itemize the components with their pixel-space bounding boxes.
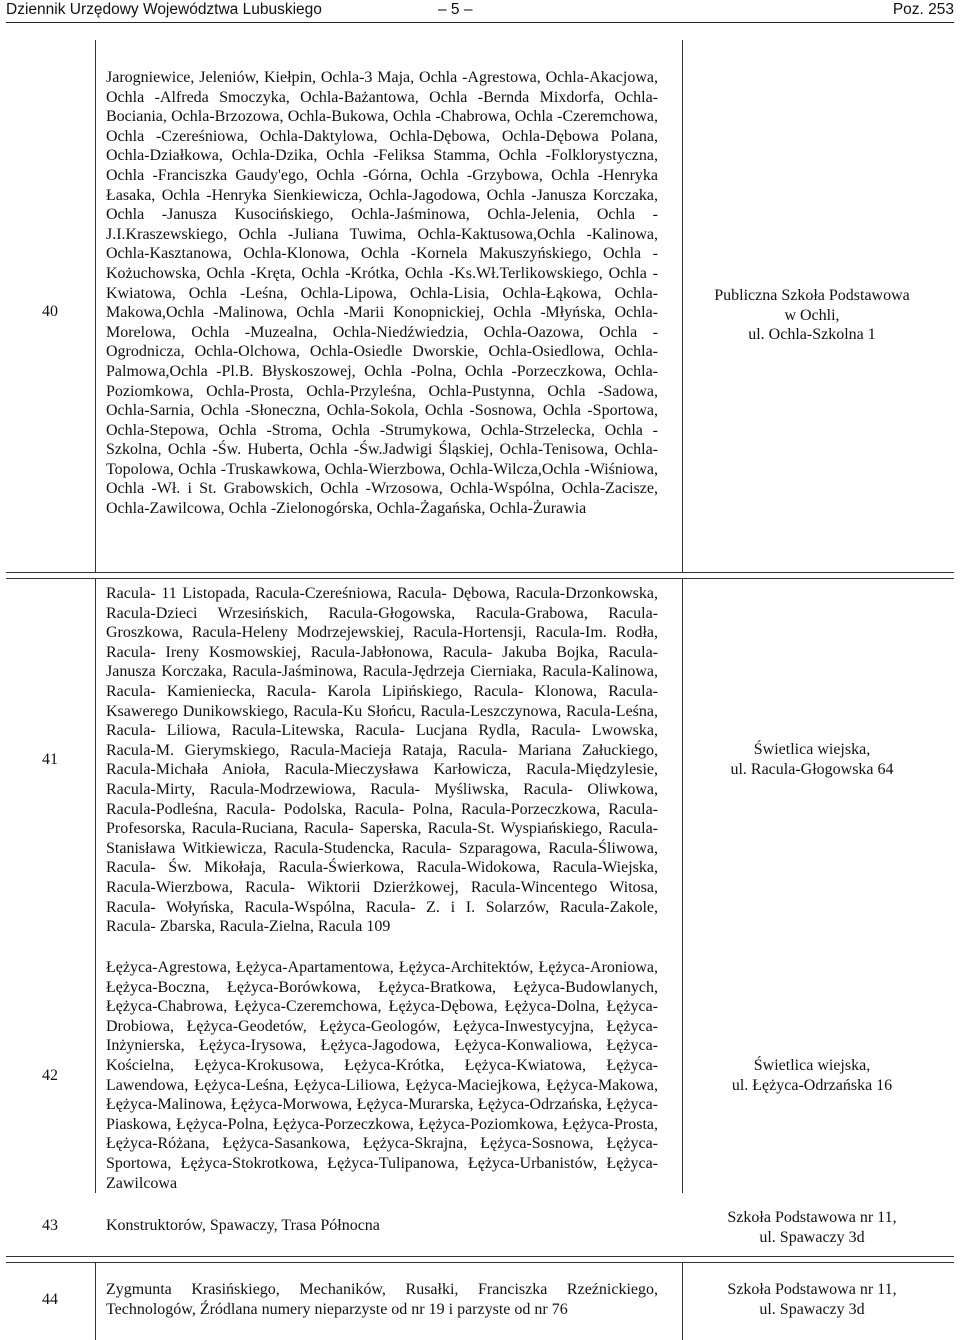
- polling-place: [700, 1208, 924, 1247]
- district-number: 44: [42, 1291, 58, 1308]
- column-divider-2: [682, 1262, 683, 1340]
- column-divider-1: [95, 578, 96, 1193]
- column-divider-2: [682, 578, 683, 1193]
- column-divider-1: [95, 1262, 96, 1340]
- polling-place-line: Świetlica wiejska,: [753, 1057, 871, 1074]
- street-list: Jarogniewice, Jeleniów, Kiełpin, Ochla-3 Maja, Ochla -Agrestowa, Ochla-Akacjowa, Ochla -Alfreda Smoczyka, Ochla-Bażantowa, Ochla -Bernda Mixdorfa, Ochla-Bociania, Ochla-Brzozowa, Ochla-Bukowa, Ochla -Chabrowa, Ochla -Czeremchowa, Ochla -Czereśniowa, Ochla-Daktylowa, Ochla-Dębowa, Ochla-Dębowa Polana, Ochla-Działkowa, Ochla-Dzika, Ochla -Feliksa Stamma, Ochla -Folklorystyczna, Ochla -Franciszka Gaudy'ego, Ochla -Górna, Ochla -Grzybowa, Ochla -Henryka Łasaka, Ochla -Henryka Sienkiewicza, Ochla-Jagodowa, Ochla -Janusza Korczaka, Ochla -Janusza Kusocińskiego, Ochla-Jaśminowa, Ochla-Jelenia, Ochla -J.I.Kraszewskiego, Ochla -Juliana Tuwima, Ochla-Kaktusowa,Ochla -Kalinowa, Ochla-Kasztanowa, Ochla-Klonowa, Ochla -Kornela Makuszyńskiego, Ochla -Kożuchowska, Ochla -Kręta, Ochla -Krótka, Ochla -Ks.Wł.Terlikowskiego, Ochla -Kwiatowa, Ochla -Leśna, Ochla-Lipowa, Ochla-Lisia, Ochla-Łąkowa, Ochla-Makowa,Ochla -Malinowa, Ochla -Marii Konopnickiej, Ochla -Młyńska, Ochla-Morelowa, Ochla -Muzealna, Ochla-Niedźwiedzia, Ochla-Oazowa, Ochla -Ogrodnicza, Ochla-Olchowa, Ochla-Osiedle Dworskie, Ochla-Osiedlowa, Ochla-Palmowa,Ochla -Pl.B. Błyskoszowej, Ochla -Polna, Ochla -Porzeczkowa, Ochla-Poziomkowa, Ochla-Prosta, Ochla-Przyleśna, Ochla-Pustynna, Ochla -Sadowa, Ochla-Sarnia, Ochla -Słoneczna, Ochla-Sokola, Ochla -Sosnowa, Ochla -Sportowa, Ochla-Stepowa, Ochla -Stroma, Ochla -Strumykowa, Ochla-Strzelecka, Ochla -Szkolna, Ochla -Św. Huberta, Ochla -Św.Jadwigi Śląskiej, Ochla-Tenisowa, Ochla-Topolowa, Ochla -Truskawkowa, Ochla-Wierzbowa, Ochla-Wilcza,Ochla -Wiśniowa, Ochla -Wł. i St. Grabowskich, Ochla -Wrzosowa, Ochla-Wspólna, Ochla-Zacisze, Ochla-Zawilcowa, Ochla -Zielonogórska, Ochla-Żagańska, Ochla-Żurawia: [106, 69, 658, 518]
- polling-place-line: Szkoła Podstawowa nr 11,: [727, 1209, 897, 1226]
- column-divider-1: [95, 40, 96, 572]
- row-separator: [6, 572, 954, 573]
- header-rule: [6, 22, 954, 23]
- street-list: Racula- 11 Listopada, Racula-Czereśniowa, Racula- Dębowa, Racula-Drzonkowska, Racula-Dzieci Wrzesińskich, Racula-Głogowska, Racula-Grabowa, Racula- Groszkowa, Racula-Heleny Modrzejewskiej, Racula-Hortensji, Racula-Im. Rodła, Racula- Ireny Kosmowskiej, Racula-Jabłonowa, Racula- Jakuba Bojka, Racula-Janusza Korczaka, Racula-Jaśminowa, Racula-Jędrzeja Cierniaka, Racula-Kalinowa, Racula- Kamieniecka, Racula- Karola Lipińskiego, Racula- Klonowa, Racula- Ksawerego Dunikowskiego, Racula-Ku Słońcu, Racula-Leszczynowa, Racula-Leśna, Racula- Liliowa, Racula-Litewska, Racula- Lucjana Rydla, Racula- Lwowska, Racula-M. Gierymskiego, Racula-Macieja Rataja, Racula- Mariana Załuckiego, Racula-Michała Anioła, Racula-Mieczysława Karłowicza, Racula-Międzylesie, Racula-Mirty, Racula-Modrzewiowa, Racula- Myśliwska, Racula- Oliwkowa, Racula-Podleśna, Racula- Podolska, Racula- Polna, Racula-Porzeczkowa, Racula-Profesorska, Racula-Ruciana, Racula- Saperska, Racula-St. Wyspiańskiego, Racula-Stanisława Witkiewicza, Racula-Studencka, Racula- Szparagowa, Racula-Śliwowa, Racula- Św. Mikołaja, Racula-Świerkowa, Racula-Widokowa, Racula-Wiejska, Racula-Wierzbowa, Racula- Wiktorii Dzierżkowej, Racula-Wincentego Witosa, Racula- Wołyńska, Racula-Wspólna, Racula- Z. i I. Solarzów, Racula-Zakole, Racula- Zbarska, Racula-Zielna, Racula 109: [106, 585, 658, 936]
- polling-place-line: ul. Spawaczy 3d: [759, 1300, 865, 1318]
- street-list: Konstruktorów, Spawaczy, Trasa Północna: [106, 1217, 380, 1234]
- polling-place-line: Świetlica wiejska,: [753, 741, 871, 758]
- polling-place: [700, 286, 924, 345]
- polling-place-line: ul. Ochla-Szkolna 1: [748, 326, 876, 344]
- district-number: 41: [42, 751, 58, 768]
- column-divider-2: [682, 40, 683, 572]
- journal-title: Dziennik Urzędowy Województwa Lubuskiego: [6, 1, 322, 18]
- position-number: Poz. 253: [892, 1, 954, 18]
- row-separator: [6, 1262, 954, 1263]
- district-number: 43: [42, 1217, 58, 1234]
- district-number: 40: [42, 303, 58, 320]
- polling-place-line: Szkoła Podstawowa nr 11,: [727, 1281, 897, 1298]
- polling-place-line: ul. Spawaczy 3d: [759, 1228, 865, 1246]
- polling-place: [700, 1280, 924, 1319]
- polling-place-line: w Ochli,: [784, 306, 840, 324]
- page-header: [6, 0, 954, 22]
- row-separator: [6, 578, 954, 579]
- street-list: Zygmunta Krasińskiego, Mechaników, Rusałki, Franciszka Rzeźnickiego, Technologów, Źródlana numery nieparzyste od nr 19 i parzyste od nr 76: [106, 1281, 658, 1318]
- polling-place-line: ul. Łężyca-Odrzańska 16: [731, 1076, 893, 1094]
- polling-place: [700, 1056, 924, 1095]
- district-number: 42: [42, 1067, 58, 1084]
- polling-place-line: ul. Racula-Głogowska 64: [730, 760, 894, 778]
- page-number: – 5 –: [438, 1, 473, 18]
- polling-place-line: Publiczna Szkoła Podstawowa: [714, 287, 910, 304]
- street-list: Łężyca-Agrestowa, Łężyca-Apartamentowa, Łężyca-Architektów, Łężyca-Aroniowa, Łężyca-Boczna, Łężyca-Borówkowa, Łężyca-Bratkowa, Łężyca-Budowlanych, Łężyca-Chabrowa, Łężyca-Czeremchowa, Łężyca-Dębowa, Łężyca-Dolna, Łężyca-Drobiowa, Łężyca-Geodetów, Łężyca-Geologów, Łężyca-Inwestycyjna, Łężyca-Inżynierska, Łężyca-Irysowa, Łężyca-Jagodowa, Łężyca-Konwaliowa, Łężyca-Kościelna, Łężyca-Krokusowa, Łężyca-Krótka, Łężyca-Kwiatowa, Łężyca-Lawendowa, Łężyca-Leśna, Łężyca-Liliowa, Łężyca-Maciejkowa, Łężyca-Makowa, Łężyca-Malinowa, Łężyca-Morwowa, Łężyca-Murarska, Łężyca-Odrzańska, Łężyca-Piaskowa, Łężyca-Polna, Łężyca-Porzeczkowa, Łężyca-Poziomkowa, Łężyca-Prosta, Łężyca-Różana, Łężyca-Sasankowa, Łężyca-Skrajna, Łężyca-Sosnowa, Łężyca-Sportowa, Łężyca-Stokrotkowa, Łężyca-Tulipanowa, Łężyca-Urbanistów, Łężyca-Zawilcowa: [106, 959, 658, 1192]
- row-separator: [6, 1256, 954, 1257]
- polling-place: [700, 740, 924, 779]
